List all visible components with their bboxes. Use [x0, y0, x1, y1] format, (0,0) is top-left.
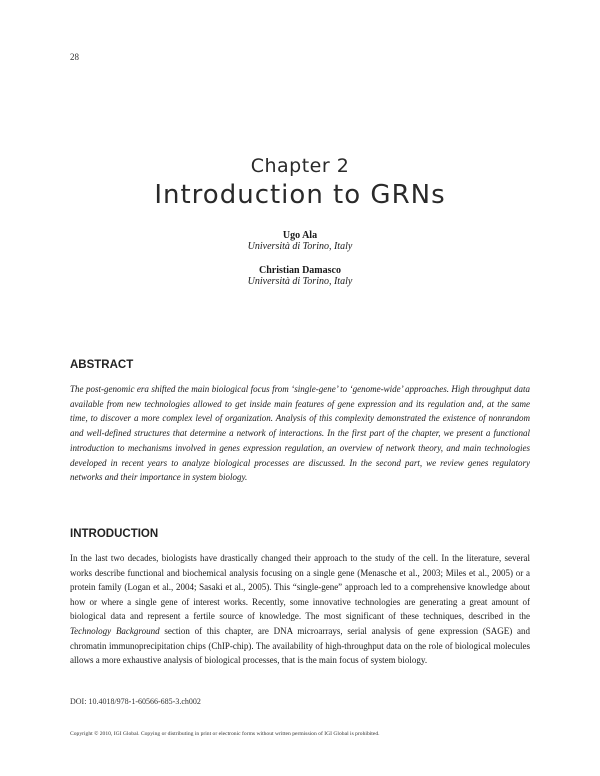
introduction-heading: INTRODUCTION	[70, 528, 159, 540]
abstract-heading: ABSTRACT	[70, 359, 134, 371]
introduction-text: In the last two decades, biologists have drastically changed their approach to the study of the cell. In the literature, several works describe functional and biochemical analysis focusing on a single gene (Menasche et al., 2003; Miles et al., 2005) or a protein family (Logan et al., 2004; Sasaki et al., 2005). This “single-gene” approach led to a comprehensive knowledge about how or where a single gene of interest works. Recently, some innovative technologies are generating a great amount of biological data and represent a fertile source of knowledge. The most significant of these techniques, described in the	[70, 553, 530, 622]
doi: DOI: 10.4018/978-1-60566-685-3.ch002	[70, 697, 201, 706]
page-number: 28	[70, 52, 79, 62]
author-block	[0, 230, 600, 252]
technology-background-ref: Technology Background	[70, 625, 160, 636]
chapter-label: Chapter 2	[250, 155, 350, 177]
abstract-body: The post-genomic era shifted the main biological focus from ‘single-gene’ to ‘genome-wide’ approaches. High throughput data available from new technologies allowed to get inside main features of gene expression and its regulation and, at the same time, to discover a more complex level of organization. Analysis of this complexity demonstrated the existence of nonrandom and well-defined structures that determine a network of interactions. In the first part of the chapter, we present a functional introduction to mechanisms involved in genes expression regulation, an overview of network theory, and main technologies developed in recent years to analyze biological processes are discussed. In the second part, we review genes regulatory networks and their importance in system biology.	[70, 384, 530, 483]
introduction-body	[70, 551, 530, 668]
introduction-text: section of this chapter, are DNA microarrays, serial analysis of gene expression (SAGE) and chromatin immunoprecipitation chips (ChIP-chip). The availability of high-throughput data on the role of biological molecules allows a more exhaustive analysis of biological processes, that is the main focus of system biology.	[70, 625, 530, 666]
author-affiliation: Università di Torino, Italy	[247, 241, 353, 252]
chapter-title: Introduction to GRNs	[154, 180, 446, 210]
author-affiliation: Università di Torino, Italy	[247, 276, 353, 287]
author-name: Christian Damasco	[259, 265, 341, 276]
author-name: Ugo Ala	[282, 230, 318, 241]
copyright-notice: Copyright © 2010, IGI Global. Copying or distributing in print or electronic forms without written permission of IGI Global is prohibited.	[70, 731, 380, 737]
author-block	[0, 265, 600, 287]
